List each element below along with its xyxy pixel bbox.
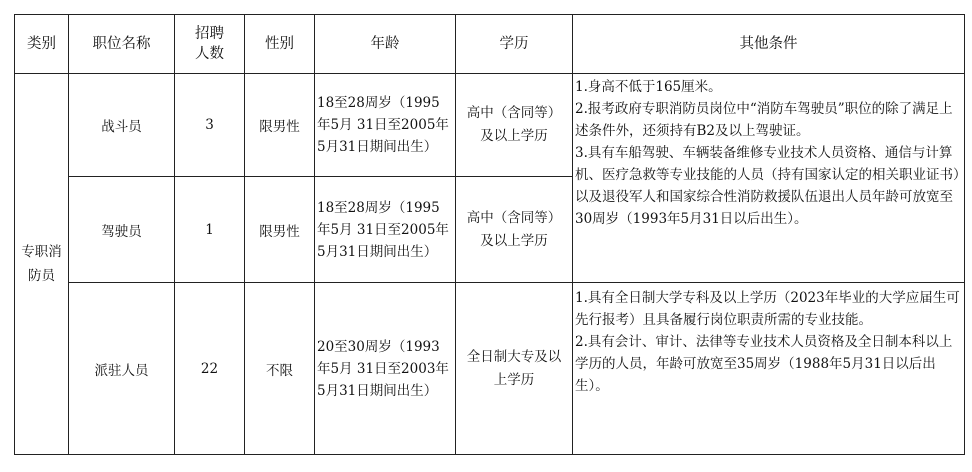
education-line1: 高中（含同等） bbox=[466, 105, 562, 121]
education-cell bbox=[456, 177, 573, 283]
education-line1: 高中（含同等） bbox=[466, 209, 562, 226]
header-other: 其他条件 bbox=[573, 15, 965, 74]
condition-item: 3.具有车船驾驶、车辆装备维修专业技术人员资格、通信与计算机、医疗急救等专业技能的人员（持有国家认定的相关职业证书）以及退役军人和国家综合性消防救援队伍退出人员年龄可放宽至30周岁（1993年5月31日以后出生）。 bbox=[575, 145, 960, 227]
education-cell bbox=[456, 74, 573, 177]
table-row bbox=[15, 74, 965, 177]
header-count bbox=[175, 15, 245, 74]
header-age: 年龄 bbox=[315, 15, 456, 74]
gender-cell: 不限 bbox=[245, 283, 315, 455]
education-line2: 及以上学历 bbox=[480, 232, 548, 249]
category-line1: 专职消 bbox=[21, 244, 62, 260]
category-cell bbox=[15, 74, 69, 455]
condition-item: 1.身高不低于165厘米。 bbox=[575, 79, 722, 95]
count-cell: 3 bbox=[175, 74, 245, 177]
conditions-cell-a bbox=[573, 74, 965, 283]
header-row bbox=[15, 15, 965, 74]
age-cell: 18至28周岁（1995年5月 31日至2005年5月31日期间出生） bbox=[315, 177, 456, 283]
education-line1: 全日制大专及以 bbox=[466, 348, 562, 365]
header-position: 职位名称 bbox=[69, 15, 175, 74]
header-category: 类别 bbox=[15, 15, 69, 74]
header-count-line1: 招聘 bbox=[195, 26, 224, 42]
position-cell: 派驻人员 bbox=[69, 283, 175, 455]
condition-item: 1.具有全日制大学专科及以上学历（2023年毕业的大学应届生可先行报考）且具备履行岗位职责所需的专业技能。 bbox=[575, 290, 960, 328]
gender-cell: 限男性 bbox=[245, 177, 315, 283]
category-line2: 防员 bbox=[28, 268, 55, 284]
count-cell: 1 bbox=[175, 177, 245, 283]
header-count-line2: 人数 bbox=[195, 46, 224, 62]
education-line2: 上学历 bbox=[493, 371, 535, 388]
count-cell: 22 bbox=[175, 283, 245, 455]
conditions-cell-b bbox=[573, 283, 965, 455]
header-education: 学历 bbox=[456, 15, 573, 74]
recruitment-table bbox=[14, 14, 965, 455]
position-cell: 驾驶员 bbox=[69, 177, 175, 283]
header-gender: 性别 bbox=[245, 15, 315, 74]
condition-item: 2.具有会计、审计、法律等专业技术人员资格及全日制本科以上学历的人员，年龄可放宽至35周岁（1988年5月31日以后出生）。 bbox=[575, 334, 953, 394]
gender-cell: 限男性 bbox=[245, 74, 315, 177]
age-cell: 20至30周岁（1993年5月 31日至2003年5月31日期间出生） bbox=[315, 283, 456, 455]
table-row bbox=[15, 283, 965, 455]
condition-item: 2.报考政府专职消防员岗位中“消防车驾驶员”职位的除了满足上述条件外，还须持有B2及以上驾驶证。 bbox=[575, 101, 953, 139]
age-cell: 18至28周岁（1995年5月 31日至2005年5月31日期间出生） bbox=[315, 74, 456, 177]
education-cell bbox=[456, 283, 573, 455]
education-line2: 及以上学历 bbox=[480, 128, 548, 144]
position-cell: 战斗员 bbox=[69, 74, 175, 177]
